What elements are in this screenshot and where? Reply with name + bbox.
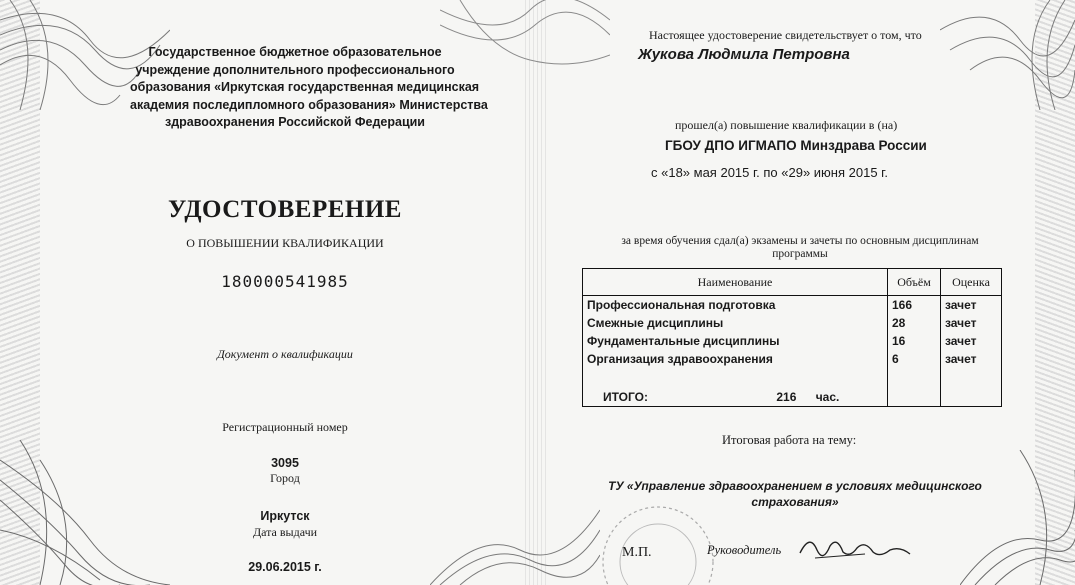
city-label: Город xyxy=(270,471,300,485)
exams-text-line: за время обучения сдал(а) экзамены и зачеты по основным дисциплинам xyxy=(621,235,979,247)
official-stamp xyxy=(596,492,716,585)
issuing-institution xyxy=(130,44,488,132)
institution-line: академия последипломного образования» Министерства xyxy=(130,97,488,112)
blank-cell xyxy=(888,368,941,388)
blank-cell xyxy=(941,368,1002,388)
total-value: 216 xyxy=(776,390,797,404)
institution-line: учреждение дополнительного профессионального xyxy=(135,62,455,77)
disciplines-table xyxy=(582,268,1002,407)
guilloche-corner-top-right xyxy=(940,0,1075,110)
discipline-volume: 166 xyxy=(888,296,941,315)
discipline-name: Фундаментальные дисциплины xyxy=(583,332,888,350)
discipline-grade: зачет xyxy=(941,314,1002,332)
discipline-name: Организация здравоохранения xyxy=(583,350,888,368)
column-header-volume: Объём xyxy=(888,269,941,296)
discipline-volume: 16 xyxy=(888,332,941,350)
holder-name: Жукова Людмила Петровна xyxy=(638,46,850,63)
head-label: Руководитель xyxy=(707,543,782,557)
table-row xyxy=(583,350,1002,368)
total-cell xyxy=(583,388,888,407)
city-value: Иркутск xyxy=(260,509,310,523)
table-row xyxy=(583,296,1002,315)
institution-line: образования «Иркутская государственная медицинская xyxy=(130,80,480,94)
final-work-line: ТУ «Управление здравоохранением в условиях медицинского xyxy=(608,479,982,493)
total-unit: час. xyxy=(815,390,840,404)
table-row xyxy=(583,314,1002,332)
document-type: Документ о квалификации xyxy=(217,347,353,361)
blank-cell xyxy=(583,368,888,388)
stamp-label: М.П. xyxy=(622,545,652,560)
final-work-label: Итоговая работа на тему: xyxy=(722,433,857,447)
guilloche-corner-bottom-mid xyxy=(430,470,600,585)
issue-date-label: Дата выдачи xyxy=(252,525,318,539)
table-blank-row xyxy=(583,368,1002,388)
column-header-grade: Оценка xyxy=(941,269,1002,296)
exams-text-line: программы xyxy=(772,248,828,260)
table-header-row xyxy=(583,269,1002,296)
institution-line: здравоохранения Российской Федерации xyxy=(164,115,425,129)
discipline-volume: 6 xyxy=(888,350,941,368)
institution-line: Государственное бюджетное образовательное xyxy=(148,45,442,59)
head-signature xyxy=(795,528,915,568)
table-row xyxy=(583,332,1002,350)
registration-number: 3095 xyxy=(271,456,299,470)
final-work-line: страхования» xyxy=(751,495,839,509)
discipline-name: Профессиональная подготовка xyxy=(583,296,888,315)
guilloche-corner-top-mid xyxy=(440,0,610,80)
document-number: 180000541985 xyxy=(221,272,349,291)
exams-text xyxy=(585,235,1015,261)
total-label: ИТОГО: xyxy=(603,390,648,404)
training-institution: ГБОУ ДПО ИГМАПО Минздрава России xyxy=(665,138,927,153)
blank-cell xyxy=(888,388,941,407)
completed-training-text: прошел(а) повышение квалификации в (на) xyxy=(675,118,898,132)
discipline-name: Смежные дисциплины xyxy=(583,314,888,332)
registration-label: Регистрационный номер xyxy=(222,420,348,434)
blank-cell xyxy=(941,388,1002,407)
discipline-grade: зачет xyxy=(941,296,1002,315)
guilloche-corner-bottom-right xyxy=(960,450,1075,585)
discipline-grade: зачет xyxy=(941,350,1002,368)
table-total-row xyxy=(583,388,1002,407)
discipline-volume: 28 xyxy=(888,314,941,332)
column-header-name: Наименование xyxy=(583,269,888,296)
issue-date: 29.06.2015 г. xyxy=(248,560,322,574)
discipline-grade: зачет xyxy=(941,332,1002,350)
guilloche-corner-bottom-left xyxy=(0,440,170,585)
certificate-intro: Настоящее удостоверение свидетельствует о том, что xyxy=(649,28,922,42)
document-title: УДОСТОВЕРЕНИЕ xyxy=(168,196,402,223)
training-period: с «18» мая 2015 г. по «29» июня 2015 г. xyxy=(651,165,888,180)
document-subtitle: О ПОВЫШЕНИИ КВАЛИФИКАЦИИ xyxy=(186,236,384,250)
